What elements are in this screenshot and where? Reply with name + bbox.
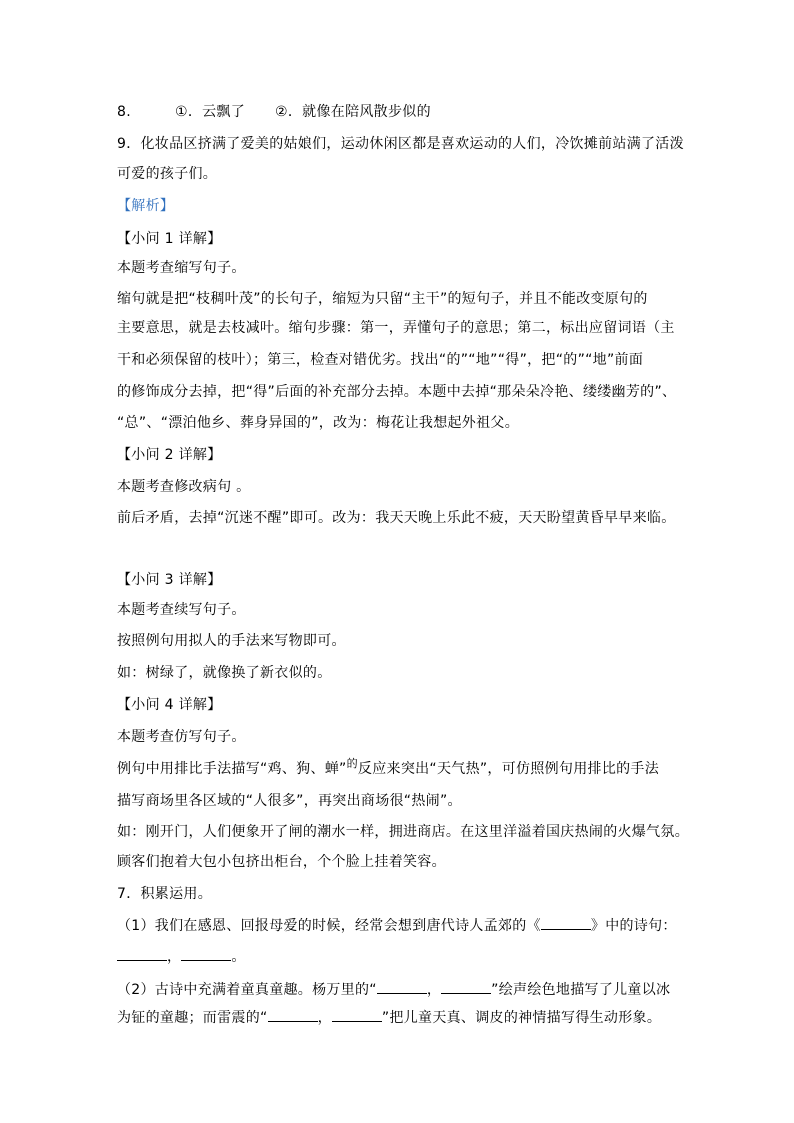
- answer-part: ②．就像在陪风散步似的: [275, 104, 431, 120]
- question-7-part-1: [117, 917, 677, 935]
- text-line: 本题考查仿写句子。: [117, 729, 246, 745]
- text-line: 缩句就是把“枝稠叶茂”的长句子，缩短为只留“主干”的短句子，并且不能改变原句的: [117, 291, 648, 307]
- question-7-part-2-cont: [117, 1009, 661, 1027]
- fill-blank[interactable]: [117, 948, 167, 961]
- text-segment: （1）我们在感恩、回报母爱的时候，经常会想到唐代诗人孟郊的《: [117, 918, 541, 934]
- fill-blank[interactable]: [377, 981, 427, 994]
- text-line: 本题考查修改病句 。: [117, 479, 251, 495]
- answer-number: 8.: [117, 104, 131, 120]
- text-line: 本题考查续写句子。: [117, 602, 246, 618]
- text-segment: 为钲的童趣；而雷震的“: [117, 1010, 268, 1026]
- text-segment: ，: [317, 1010, 332, 1026]
- text-line: 的修饰成分去掉，把“得”后面的补充部分去掉。本题中去掉“那朵朵冷艳、缕缕幽芳的”、: [117, 384, 677, 400]
- text-segment: 的: [346, 757, 358, 770]
- text-segment: 》中的诗句：: [590, 918, 677, 934]
- fill-blank[interactable]: [332, 1009, 382, 1022]
- text-line: 如：刚开门，人们便象开了闸的潮水一样，拥进商店。在这里洋溢着国庆热闹的火爆气氛。: [117, 824, 689, 840]
- text-segment: ”绘声绘色地描写了儿童以冰: [491, 982, 671, 998]
- text-segment: （2）古诗中充满着童真童趣。杨万里的“: [117, 982, 377, 998]
- text-line: “总”、“漂泊他乡、葬身异国的”，改为：梅花让我想起外祖父。: [117, 415, 520, 431]
- fill-blank[interactable]: [441, 981, 491, 994]
- text-segment: ，: [426, 982, 442, 998]
- fill-blank[interactable]: [181, 948, 231, 961]
- text-line: 本题考查缩写句子。: [117, 260, 246, 276]
- answer-9-line: 9．化妆品区挤满了爱美的姑娘们，运动休闲区都是喜欢运动的人们，冷饮摊前站满了活泼: [117, 136, 684, 152]
- text-line: 干和必须保留的枝叶）；第三，检查对错优劣。找出“的”“地”“得”，把“的”“地”前面: [117, 352, 644, 368]
- text-segment: ，: [167, 949, 182, 965]
- text-line: 前后矛盾，去掉“沉迷不醒”即可。改为：我天天晚上乐此不疲，天天盼望黄昏早早来临。: [117, 510, 676, 526]
- text-line: 描写商场里各区域的“人很多”，再突出商场很“热闹”。: [117, 793, 462, 809]
- text-line: [117, 757, 660, 779]
- question-7-part-2: [117, 981, 670, 999]
- text-line: 如：树绿了，就像换了新衣似的。: [117, 665, 332, 681]
- fill-blank[interactable]: [541, 917, 591, 930]
- sub-question-title: 【小问 2 详解】: [117, 447, 222, 463]
- text-line: 按照例句用拟人的手法来写物即可。: [117, 633, 346, 649]
- text-segment: ”把儿童天真、调皮的神情描写得生动形象。: [381, 1010, 662, 1026]
- sub-question-title: 【小问 3 详解】: [117, 572, 222, 588]
- answer-9-line: 可爱的孩子们。: [117, 166, 218, 182]
- text-line: 顾客们抱着大包小包挤出柜台，个个脸上挂着笑容。: [117, 854, 446, 870]
- question-7-title: 7．积累运用。: [117, 886, 213, 902]
- sub-question-title: 【小问 1 详解】: [117, 231, 222, 247]
- answer-8: [117, 103, 431, 121]
- analysis-heading: 【解析】: [117, 198, 175, 214]
- text-line: 主要意思，就是去枝减叶。缩句步骤：第一，弄懂句子的意思；第二，标出应留词语（主: [117, 320, 675, 336]
- text-segment: 反应来突出“天气热”，可仿照例句用排比的手法: [357, 761, 660, 777]
- text-segment: 。: [231, 949, 246, 965]
- sub-question-title: 【小问 4 详解】: [117, 697, 222, 713]
- question-7-part-1-blanks: [117, 948, 246, 966]
- answer-part: ①．云飘了: [174, 104, 246, 120]
- text-segment: 例句中用排比手法描写“鸡、狗、蝉”: [117, 761, 347, 777]
- fill-blank[interactable]: [268, 1009, 318, 1022]
